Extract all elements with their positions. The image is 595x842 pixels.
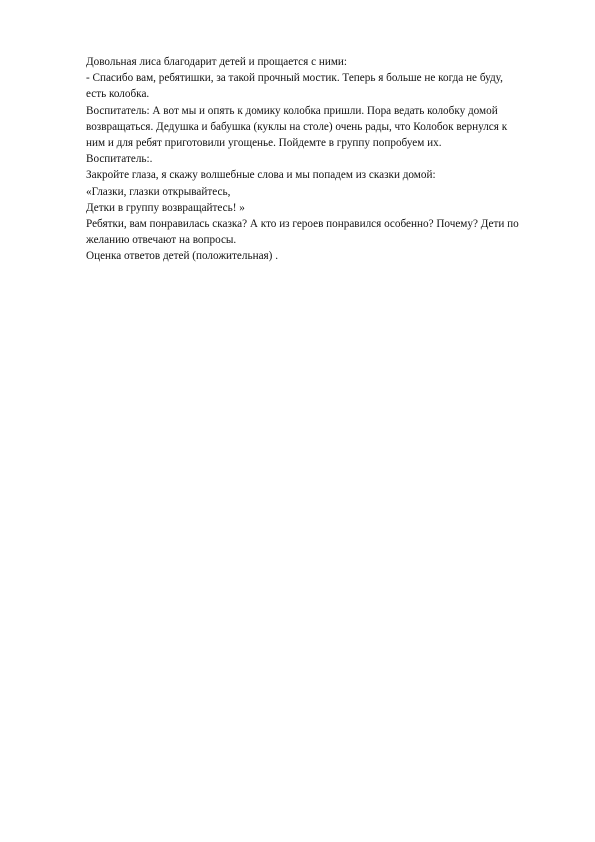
paragraph-line: возвращаться. Дедушка и бабушка (куклы на столе) очень рады, что Колобок вернулся к bbox=[86, 120, 508, 133]
paragraph-line: Закройте глаза, я скажу волшебные слова и мы попадем из сказки домой: bbox=[86, 169, 436, 182]
paragraph-line: Воспитатель: А вот мы и опять к домику колобка пришли. Пора ведать колобку домой bbox=[86, 104, 498, 117]
paragraph-line: - Спасибо вам, ребятишки, за такой прочный мостик. Теперь я больше не когда не буду, bbox=[86, 72, 503, 85]
paragraph-line: желанию отвечают на вопросы. bbox=[86, 234, 237, 247]
paragraph-line: Довольная лиса благодарит детей и прощается с ними: bbox=[86, 56, 348, 68]
paragraph-line: есть колобка. bbox=[86, 88, 150, 101]
paragraph-line: Воспитатель:. bbox=[86, 153, 153, 166]
document-text bbox=[86, 54, 556, 265]
paragraph-line: ним и для ребят приготовили угощенье. Пойдемте в группу попробуем их. bbox=[86, 137, 442, 150]
paragraph-line: Ребятки, вам понравилась сказка? А кто из героев понравился особенно? Почему? Дети по bbox=[86, 218, 519, 231]
paragraph-line: «Глазки, глазки открывайтесь, bbox=[86, 185, 231, 198]
paragraph-line: Детки в группу возвращайтесь! » bbox=[86, 201, 245, 214]
paragraph-line: Оценка ответов детей (положительная) . bbox=[86, 250, 279, 263]
